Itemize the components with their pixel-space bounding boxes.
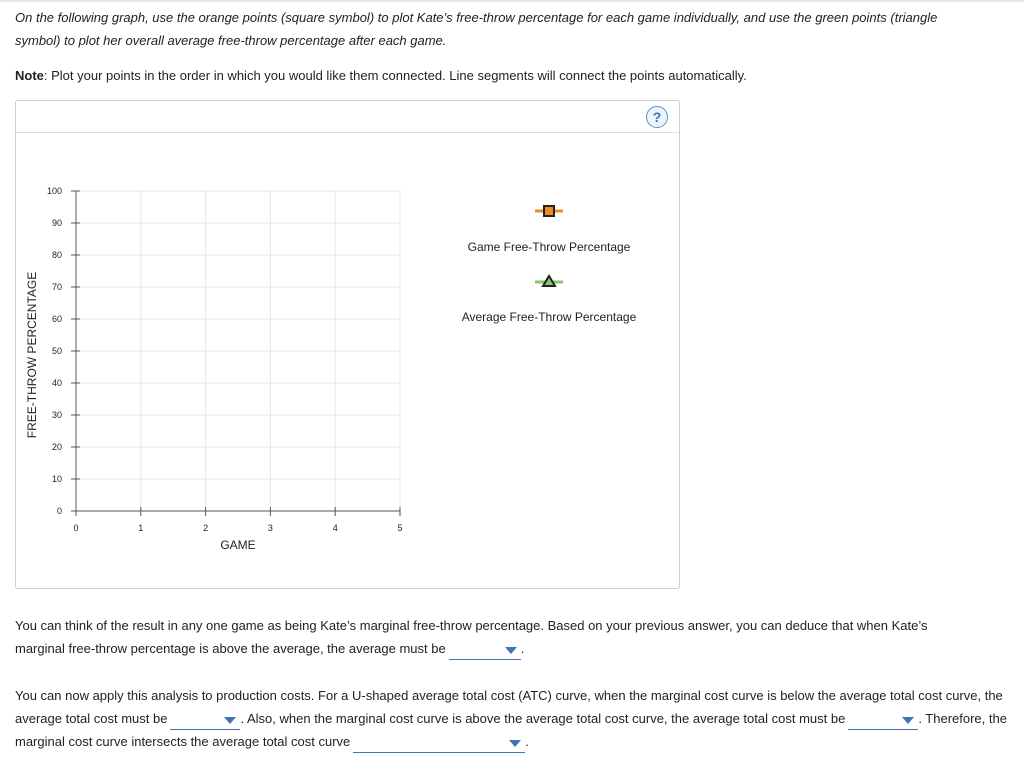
note-text: [15, 64, 965, 87]
production-text-c: . Therefore, the marginal cost curve intersects the average total cost curve: [15, 711, 1007, 749]
chevron-down-icon: [902, 717, 914, 724]
y-tick-label: 70: [51, 282, 62, 292]
marginal-paragraph: [15, 614, 975, 660]
y-tick-label: 100: [46, 186, 62, 196]
y-tick-label: 20: [51, 442, 62, 452]
x-tick-label: 4: [332, 523, 338, 533]
production-text-a: You can now apply this analysis to production costs. For a U-shaped average total cost (ATC) curve, when the marginal cost curve is below the average total cost curve, the average total cost must be: [15, 688, 1003, 726]
chevron-down-icon: [505, 647, 517, 654]
y-tick-label: 0: [56, 506, 62, 516]
note-label: Note: [15, 68, 44, 83]
legend-average-label: Average Free-Throw Percentage: [461, 310, 637, 324]
instructions-text: On the following graph, use the orange points (square symbol) to plot Kate’s free-throw percentage for each game individually, and use the green points (triangle symbol) to plot her overall average free-throw percentage after each game.: [15, 10, 938, 48]
x-tick-label: 0: [73, 523, 79, 533]
atc-below-dropdown[interactable]: [170, 711, 240, 730]
x-tick-label: 3: [267, 523, 273, 533]
top-divider: [0, 0, 1024, 2]
y-tick-labels: [47, 186, 62, 516]
y-tick-label: 80: [51, 250, 62, 260]
graph-chart[interactable]: [16, 101, 679, 588]
y-tick-label: 40: [51, 378, 62, 388]
y-tick-label: 50: [51, 346, 62, 356]
axes: [71, 191, 400, 516]
grid-lines: [76, 191, 400, 511]
average-behavior-dropdown[interactable]: [449, 641, 521, 660]
intersection-dropdown[interactable]: [353, 734, 525, 753]
y-tick-label: 60: [51, 314, 62, 324]
y-tick-label: 10: [51, 474, 62, 484]
x-tick-labels: [73, 523, 402, 533]
chevron-down-icon: [509, 740, 521, 747]
legend-average-marker[interactable]: [535, 276, 563, 286]
y-tick-label: 30: [51, 410, 62, 420]
final-period-text: .: [525, 734, 529, 749]
x-axis-label: GAME: [220, 538, 256, 552]
y-tick-label: 90: [51, 218, 62, 228]
note-body: : Plot your points in the order in which you would like them connected. Line segments will connect the points automatically.: [43, 68, 747, 83]
question-mark-icon[interactable]: ?: [646, 106, 668, 128]
x-tick-label: 2: [203, 523, 209, 533]
legend-game-label: Game Free-Throw Percentage: [467, 240, 631, 254]
atc-above-dropdown[interactable]: [848, 711, 918, 730]
graph-panel[interactable]: [15, 100, 680, 589]
chevron-down-icon: [224, 717, 236, 724]
x-tick-label: 5: [397, 523, 403, 533]
orange-square-marker-icon: [544, 206, 554, 216]
y-axis-label: FREE-THROW PERCENTAGE: [25, 271, 39, 439]
production-text-b: . Also, when the marginal cost curve is above the average total cost curve, the average total cost must be: [240, 711, 846, 726]
legend-game-marker[interactable]: [535, 206, 563, 216]
x-tick-label: 1: [138, 523, 144, 533]
marginal-text: You can think of the result in any one game as being Kate’s marginal free-throw percentage. Based on your previous answer, you can deduce that when Kate’s marginal free-throw percentage is above the average, the average must be: [15, 618, 928, 656]
period-text: .: [520, 641, 525, 656]
production-cost-paragraph: [15, 684, 1010, 753]
